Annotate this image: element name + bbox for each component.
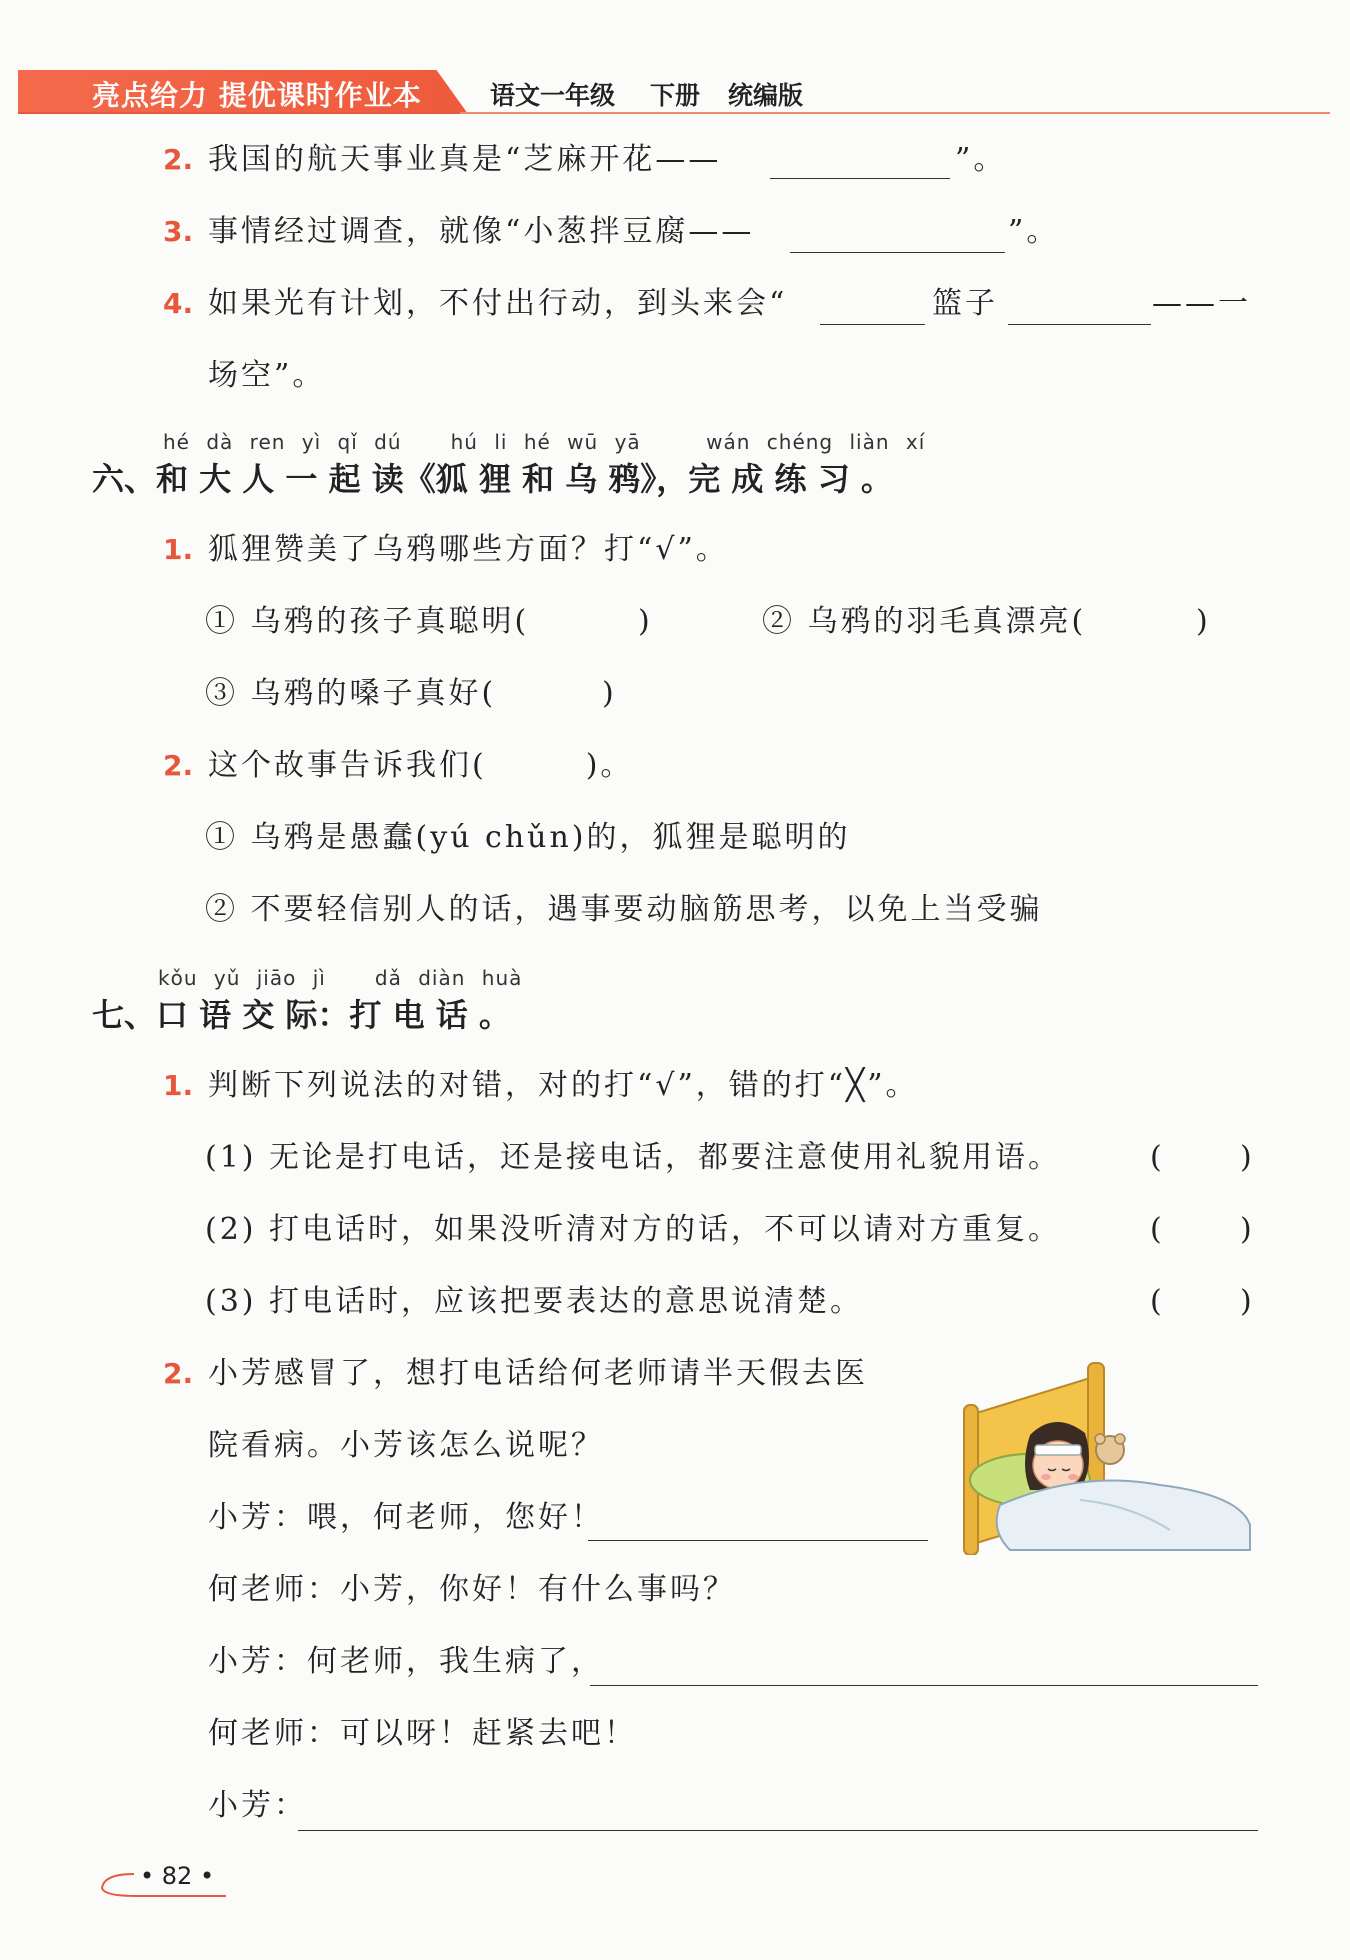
statement-text: (3) 打电话时，应该把要表达的意思说清楚。: [205, 1284, 864, 1319]
question-text: 事情经过调查，就像“小葱拌豆腐——: [208, 214, 755, 249]
answer-paren-open[interactable]: (: [1150, 1284, 1162, 1319]
dialog-line: 小芳：喂，何老师，您好！: [208, 1500, 604, 1535]
question-text: 篮子: [932, 286, 998, 321]
section-title: 六、和 大 人 一 起 读《狐 狸 和 乌 鸦》，完 成 练 习 。: [92, 460, 893, 498]
answer-paren-close[interactable]: ): [1240, 1284, 1252, 1319]
answer-blank[interactable]: [820, 324, 925, 325]
statement-text: (1) 无论是打电话，还是接电话，都要注意使用礼貌用语。: [205, 1140, 1062, 1175]
option-text: ① 乌鸦的孩子真聪明(: [205, 604, 530, 639]
item-number: 1.: [163, 1069, 194, 1102]
question-text: 这个故事告诉我们( )。: [208, 748, 634, 783]
item-number: 2.: [163, 143, 194, 176]
answer-blank[interactable]: [1008, 324, 1151, 325]
answer-blank[interactable]: [790, 252, 1005, 253]
page-number: • 82 •: [140, 1862, 215, 1890]
answer-blank[interactable]: [298, 1830, 1258, 1831]
item-number: 2.: [163, 1357, 194, 1390]
dialog-line: 何老师：可以呀！赶紧去吧！: [208, 1716, 637, 1751]
sick-girl-illustration: [960, 1355, 1260, 1555]
answer-blank[interactable]: [590, 1685, 1258, 1686]
section-pinyin: kǒu yǔ jiāo jì dǎ diàn huà: [158, 966, 523, 990]
question-text: 院看病。小芳该怎么说呢？: [208, 1428, 604, 1463]
answer-paren-close[interactable]: ): [1240, 1212, 1252, 1247]
question-text: 场空”。: [208, 358, 326, 393]
dialog-line: 小芳：: [208, 1788, 307, 1823]
answer-paren[interactable]: ): [1196, 604, 1208, 639]
question-end: ”。: [1008, 214, 1060, 249]
question-text: 狐狸赞美了乌鸦哪些方面？打“√”。: [208, 532, 729, 567]
item-number: 1.: [163, 533, 194, 566]
question-end: ”。: [955, 142, 1007, 177]
answer-paren-open[interactable]: (: [1150, 1212, 1162, 1247]
volume-label: 下册: [650, 81, 701, 110]
edition-label: 统编版: [728, 81, 804, 110]
option-text: ② 乌鸦的羽毛真漂亮(: [762, 604, 1087, 639]
option-text: ② 不要轻信别人的话，遇事要动脑筋思考，以免上当受骗: [205, 892, 1043, 927]
item-number: 4.: [163, 287, 194, 320]
question-text: 判断下列说法的对错，对的打“√”，错的打“╳”。: [208, 1068, 919, 1103]
header-underline: [460, 112, 1330, 114]
answer-blank[interactable]: [770, 178, 950, 179]
answer-paren[interactable]: ): [638, 604, 650, 639]
answer-paren-close[interactable]: ): [1240, 1140, 1252, 1175]
question-text: 我国的航天事业真是“芝麻开花——: [208, 142, 722, 177]
question-text: 小芳感冒了，想打电话给何老师请半天假去医: [208, 1356, 868, 1391]
statement-text: (2) 打电话时，如果没听清对方的话，不可以请对方重复。: [205, 1212, 1062, 1247]
item-number: 2.: [163, 749, 194, 782]
option-text: ① 乌鸦是愚蠢(yú chǔn)的，狐狸是聪明的: [205, 820, 851, 855]
question-text: 如果光有计划，不付出行动，到头来会“: [208, 286, 788, 321]
section-title: 七、口 语 交 际：打 电 话 。: [92, 996, 511, 1034]
brand-title: 亮点给力 提优课时作业本: [92, 79, 422, 112]
item-number: 3.: [163, 215, 194, 248]
dialog-line: 何老师：小芳，你好！有什么事吗？: [208, 1572, 736, 1607]
answer-paren-open[interactable]: (: [1150, 1140, 1162, 1175]
option-text: ③ 乌鸦的嗓子真好(: [205, 676, 497, 711]
dialog-line: 小芳：何老师，我生病了，: [208, 1644, 604, 1679]
answer-blank[interactable]: [588, 1540, 928, 1541]
question-text: ——一: [1152, 286, 1251, 321]
answer-paren[interactable]: ): [602, 676, 614, 711]
subject-label: 语文一年级: [490, 81, 616, 110]
section-pinyin: hé dà ren yì qǐ dú hú li hé wū yā wán chéng liàn xí: [163, 430, 926, 454]
